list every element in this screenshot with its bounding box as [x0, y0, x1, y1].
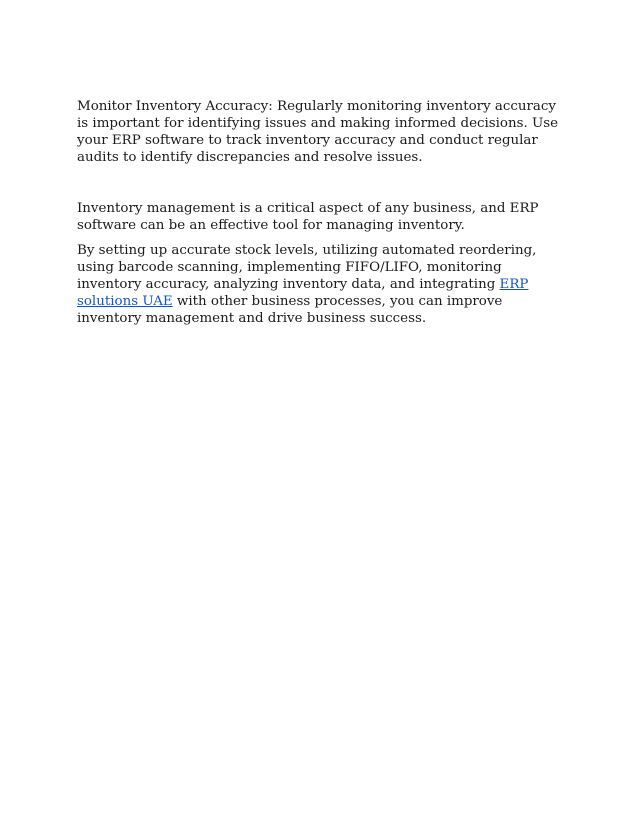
summary-text-after-link: with other business processes, you can improve inventory management and drive business success. — [77, 294, 503, 326]
erp-solutions-uae-link[interactable]: ERP solutions UAE — [77, 277, 529, 309]
summary-text-before-link: By setting up accurate stock levels, utilizing automated reordering, using barcode scanning, implementing FIFO/LIFO, monitoring inventory accuracy, analyzing inventory data, and integrating — [77, 243, 537, 292]
paragraph-monitor-inventory-accuracy: Monitor Inventory Accuracy: Regularly monitoring inventory accuracy is important for identifying issues and making informed decisions. Use your ERP software to track inventory accuracy and conduct regular audits to identify discrepancies and resolve issues. — [77, 99, 559, 165]
paragraph-inventory-management: Inventory management is a critical aspect of any business, and ERP software can be an effective tool for managing inventory. — [77, 201, 539, 233]
paragraph-summary — [77, 242, 567, 327]
document-body — [77, 98, 567, 327]
